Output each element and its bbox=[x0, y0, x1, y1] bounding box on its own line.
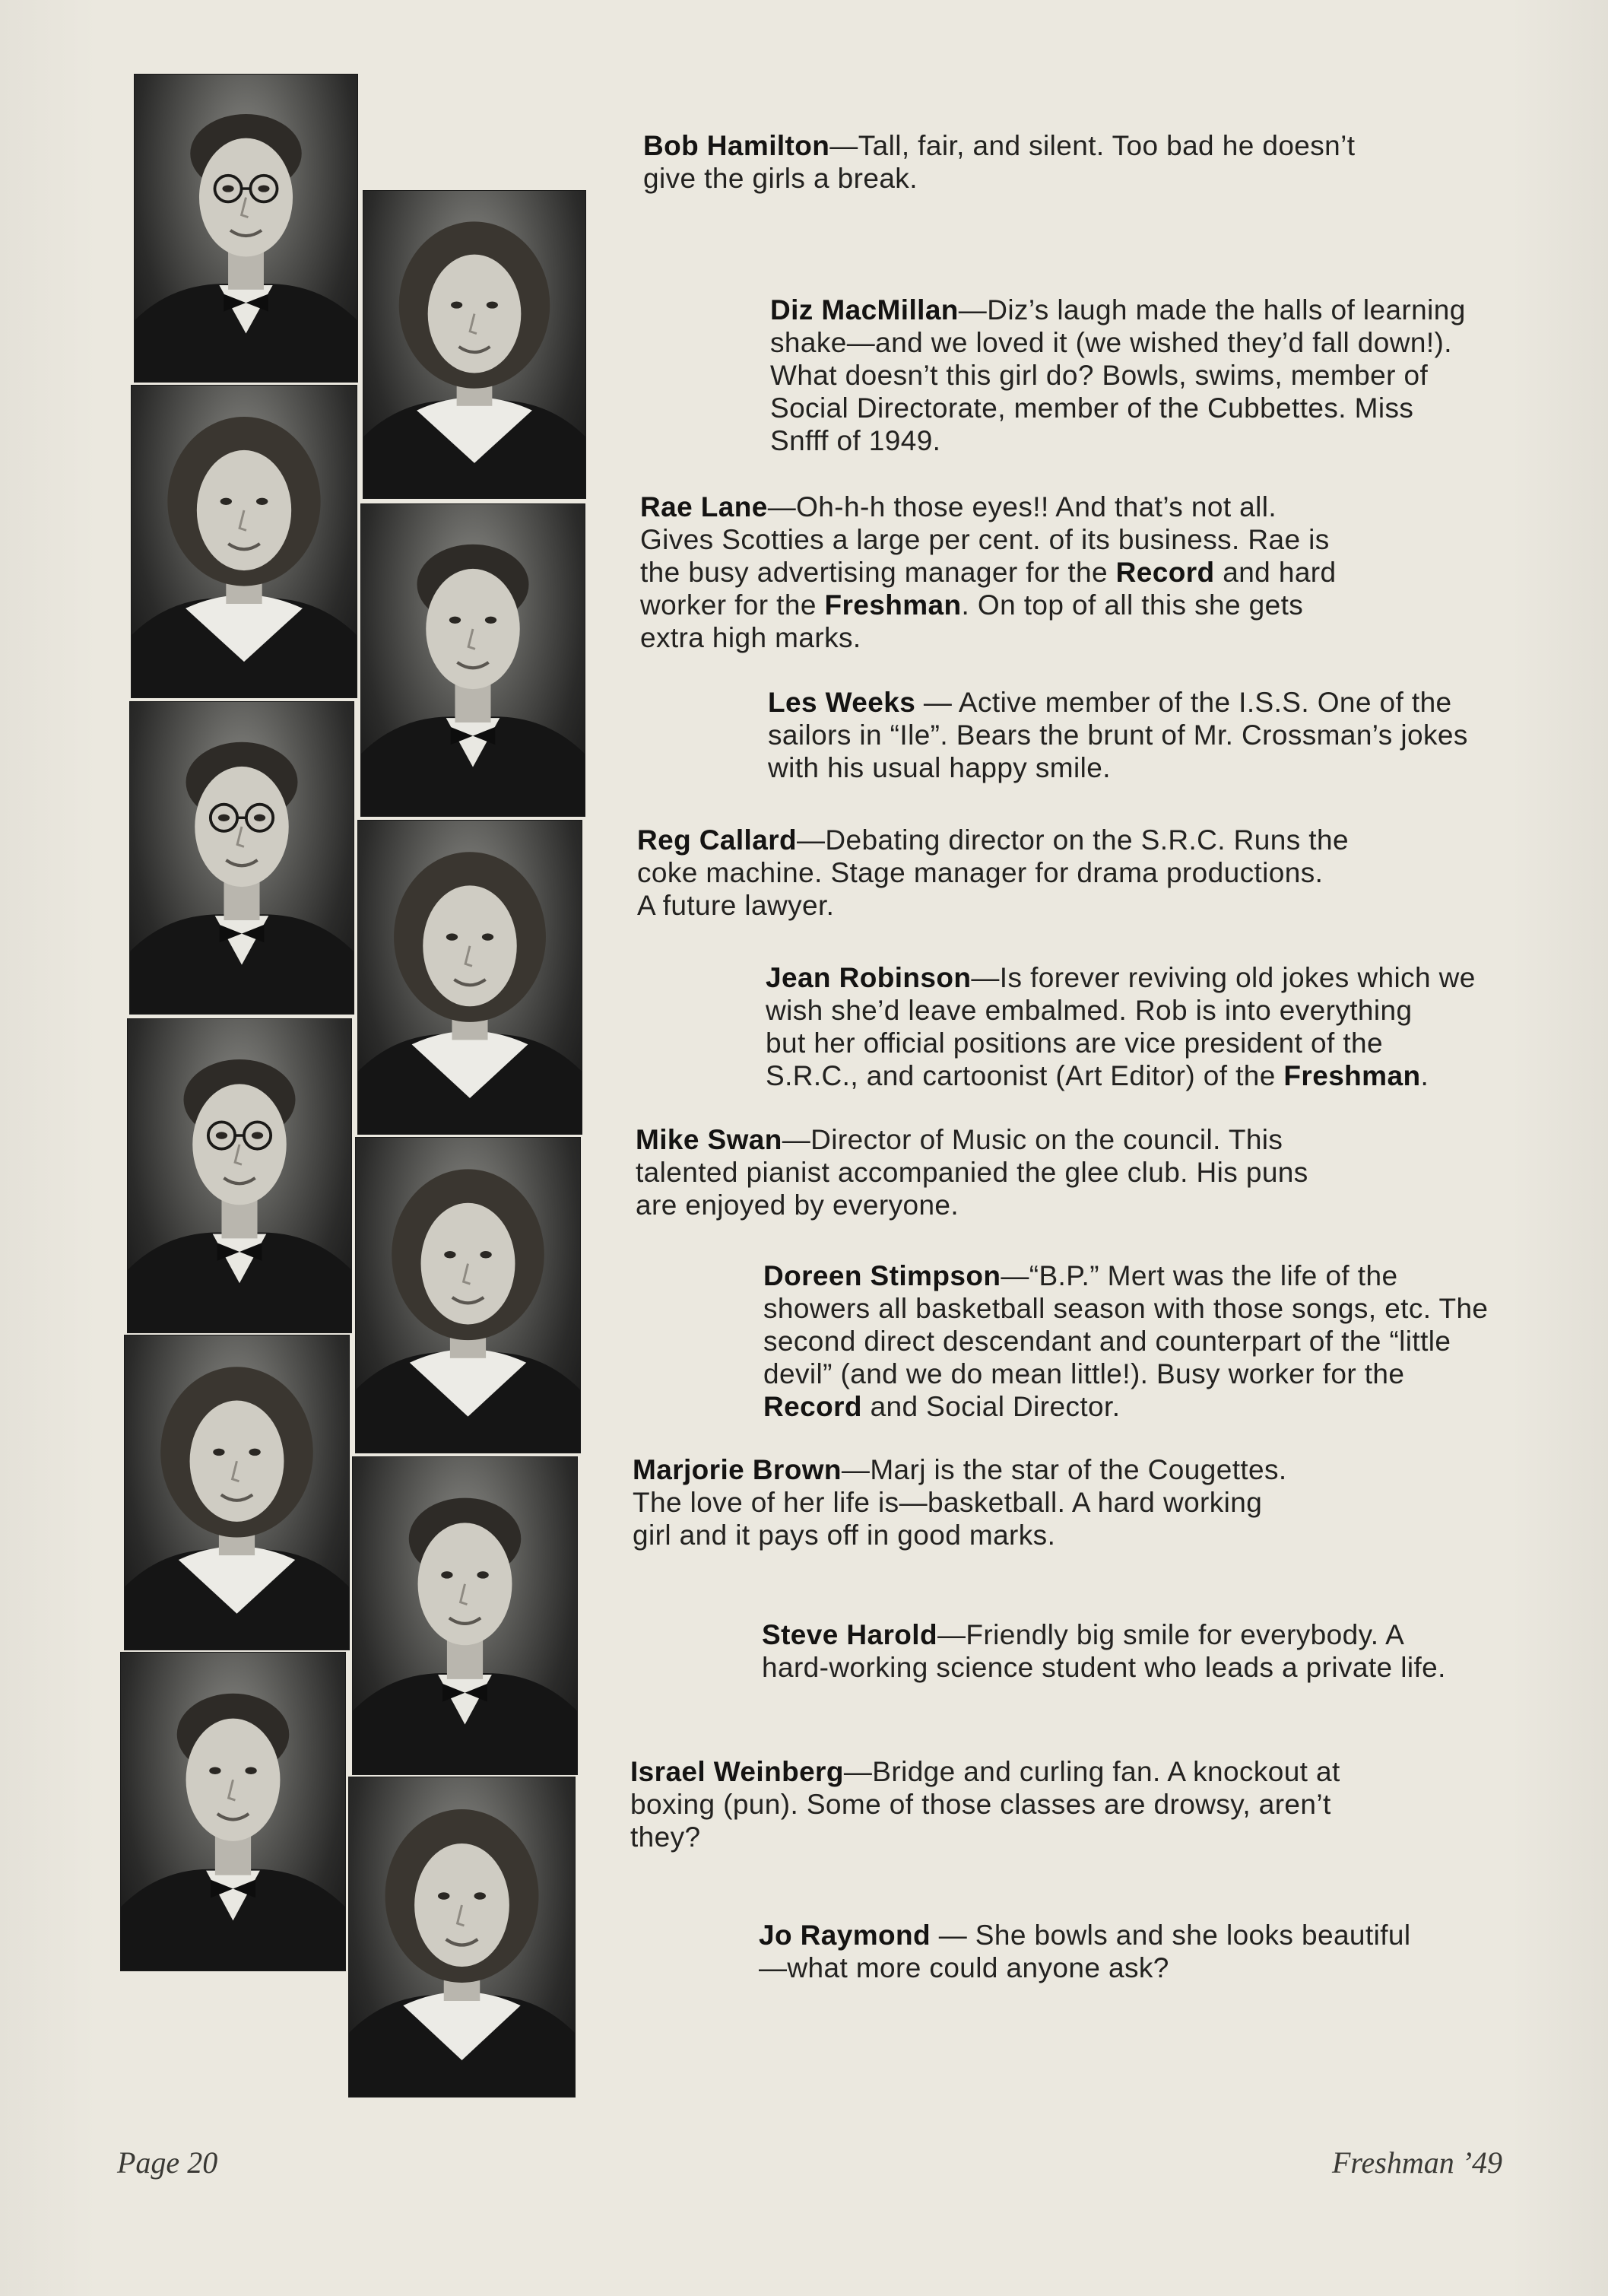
eye-shape bbox=[477, 1571, 488, 1579]
portrait-photo-rae-lane bbox=[131, 385, 357, 698]
portrait-silhouette bbox=[130, 702, 354, 1014]
portrait-silhouette bbox=[132, 386, 357, 697]
entry-jo-raymond: Jo Raymond — She bowls and she looks beautiful —what more could anyone ask? bbox=[759, 1920, 1411, 1983]
entry-name: Steve Harold bbox=[762, 1619, 937, 1650]
portrait-photo-reg-callard bbox=[129, 701, 354, 1015]
eye-shape bbox=[216, 1132, 227, 1138]
portrait-photo-diz-macmillan bbox=[363, 190, 586, 499]
eye-shape bbox=[249, 1449, 260, 1456]
eye-shape bbox=[245, 1767, 256, 1774]
face-shape bbox=[421, 1203, 515, 1325]
portrait-silhouette bbox=[125, 1335, 349, 1650]
entry-mike-swan: Mike Swan—Director of Music on the council. This talented pianist accompanied the glee club. His puns are enjoyed by everyone. bbox=[636, 1124, 1308, 1221]
portrait-silhouette bbox=[135, 75, 357, 382]
eye-shape bbox=[252, 1132, 263, 1138]
eye-shape bbox=[474, 1892, 486, 1900]
entry-name: Jean Robinson bbox=[766, 962, 972, 993]
entry-reg-callard: Reg Callard—Debating director on the S.R.C. Runs the coke machine. Stage manager for drama productions. A future lawyer. bbox=[637, 824, 1349, 921]
entry-name: Diz MacMillan bbox=[770, 294, 959, 326]
eye-shape bbox=[209, 1767, 220, 1774]
face-shape bbox=[190, 1401, 284, 1522]
publication-title: Freshman ’49 bbox=[1332, 2145, 1503, 2180]
entry-name: Jo Raymond bbox=[759, 1920, 931, 1951]
eye-shape bbox=[446, 933, 458, 940]
portrait-silhouette bbox=[128, 1019, 351, 1332]
eye-shape bbox=[487, 301, 498, 308]
entry-name: Reg Callard bbox=[637, 824, 798, 856]
portrait-silhouette bbox=[358, 821, 582, 1134]
eye-shape bbox=[256, 498, 268, 505]
portrait-photo-jo-raymond bbox=[348, 1777, 576, 2098]
portrait-silhouette bbox=[356, 1138, 580, 1453]
entry-doreen-stimpson: Doreen Stimpson—“B.P.” Mert was the life of the showers all basketball season with those songs, etc. The second direct descendant and counterpart of the “little devil” (and we do mean little!). Busy worker for the Record and Social Director. bbox=[763, 1260, 1489, 1422]
portrait-photo-les-weeks bbox=[360, 503, 585, 817]
eye-shape bbox=[482, 933, 493, 940]
eye-shape bbox=[254, 815, 265, 821]
entry-name: Marjorie Brown bbox=[633, 1454, 842, 1485]
portrait-photo-jean-robinson bbox=[357, 820, 582, 1135]
eye-shape bbox=[222, 185, 233, 192]
entry-rae-lane: Rae Lane—Oh-h-h those eyes!! And that’s not all. Gives Scotties a large per cent. of its business. Rae is the busy advertising manager for the Record and hard worker for the Freshman. On top of all this she gets extra high marks. bbox=[640, 491, 1337, 653]
entry-jean-robinson: Jean Robinson—Is forever reviving old jokes which we wish she’d leave embalmed. Rob is into everything but her official positions are vice president of the S.R.C., and cartoonist (Art Editor) of the Freshman. bbox=[766, 962, 1476, 1091]
entry-les-weeks: Les Weeks — Active member of the I.S.S. One of the sailors in “Ile”. Bears the brunt of Mr. Crossman’s jokes with his usual happy smile. bbox=[768, 687, 1468, 783]
portrait-photo-israel-weinberg bbox=[120, 1652, 346, 1971]
eye-shape bbox=[485, 617, 496, 624]
portrait-silhouette bbox=[353, 1457, 577, 1774]
eye-shape bbox=[449, 617, 461, 624]
entry-steve-harold: Steve Harold—Friendly big smile for everybody. A hard-working science student who leads a private life. bbox=[762, 1619, 1446, 1683]
portrait-photo-steve-harold bbox=[352, 1456, 578, 1775]
eye-shape bbox=[441, 1571, 452, 1579]
eye-shape bbox=[480, 1251, 491, 1258]
entry-name: Rae Lane bbox=[640, 491, 768, 522]
eye-shape bbox=[220, 498, 232, 505]
eye-shape bbox=[451, 301, 462, 308]
entry-bob-hamilton: Bob Hamilton—Tall, fair, and silent. Too bad he doesn’t give the girls a break. bbox=[643, 130, 1356, 194]
portrait-silhouette bbox=[361, 504, 585, 816]
entry-diz-macmillan: Diz MacMillan—Diz’s laugh made the halls of learning shake—and we loved it (we wished they’d fall down!). What doesn’t this girl do? Bowls, swims, member of Social Directorate, member of the Cubbettes. Miss Snfff of 1949. bbox=[770, 294, 1466, 456]
eye-shape bbox=[218, 815, 230, 821]
page-number: Page 20 bbox=[117, 2145, 218, 2180]
portrait-photo-mike-swan bbox=[127, 1018, 352, 1333]
eye-shape bbox=[438, 1892, 449, 1900]
entry-name: Doreen Stimpson bbox=[763, 1260, 1001, 1291]
portrait-silhouette bbox=[121, 1653, 345, 1970]
portrait-silhouette bbox=[349, 1777, 575, 2097]
entry-name: Israel Weinberg bbox=[630, 1756, 844, 1787]
eye-shape bbox=[213, 1449, 224, 1456]
entry-israel-weinberg: Israel Weinberg—Bridge and curling fan. A knockout at boxing (pun). Some of those classes are drowsy, aren’t they? bbox=[630, 1756, 1340, 1853]
face-shape bbox=[186, 1719, 281, 1841]
eye-shape bbox=[258, 185, 269, 192]
entry-name: Mike Swan bbox=[636, 1124, 782, 1155]
portrait-photo-doreen-stimpson bbox=[355, 1137, 581, 1453]
entry-name: Les Weeks bbox=[768, 687, 916, 718]
entry-marjorie-brown: Marjorie Brown—Marj is the star of the Cougettes. The love of her life is—basketball. A hard working girl and it pays off in good marks. bbox=[633, 1454, 1287, 1551]
portrait-photo-bob-hamilton bbox=[134, 74, 358, 383]
eye-shape bbox=[444, 1251, 455, 1258]
entry-name: Bob Hamilton bbox=[643, 130, 830, 161]
portrait-silhouette bbox=[363, 191, 585, 498]
portrait-photo-marjorie-brown bbox=[124, 1335, 350, 1650]
